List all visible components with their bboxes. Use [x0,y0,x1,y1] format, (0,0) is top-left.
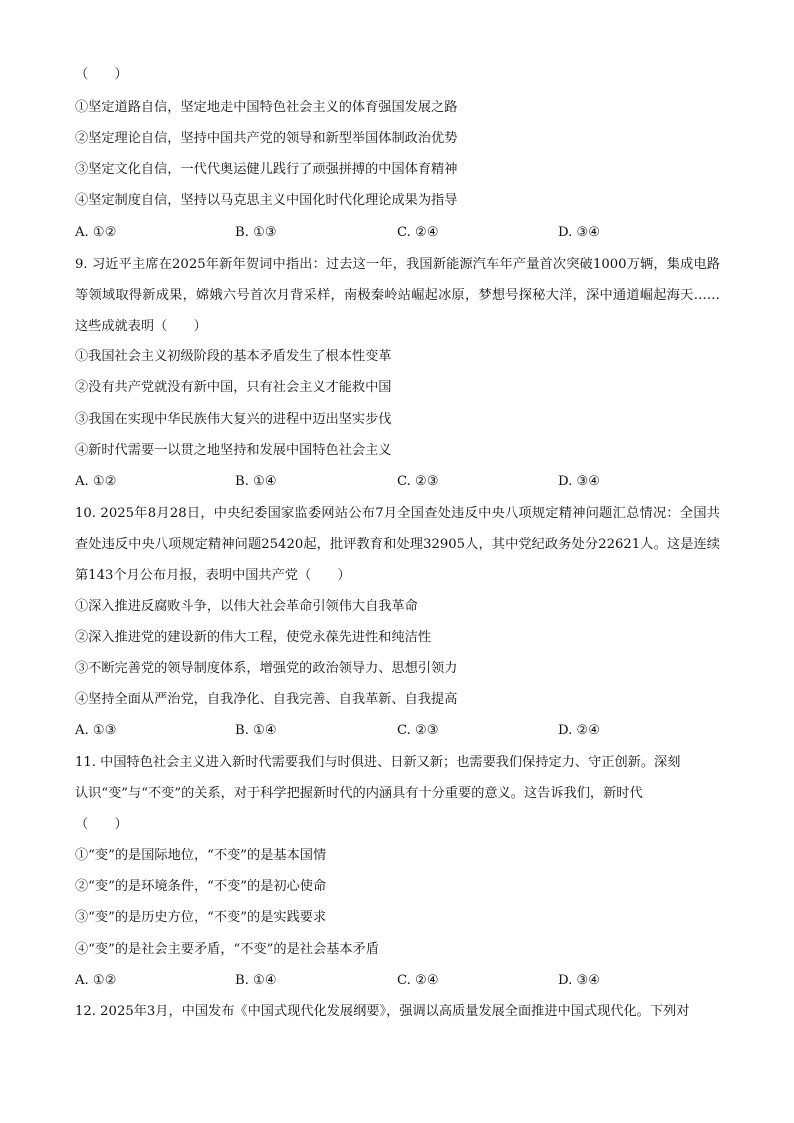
q9-statement-2: ②没有共产党就没有新中国，只有社会主义才能救中国 [75,380,392,395]
q11-statement-2: ②“变”的是环境条件，“不变”的是初心使命 [75,879,327,894]
q11-statement-3: ③“变”的是历史方位，“不变”的是实践要求 [75,910,327,925]
q11-statement-1: ①“变”的是国际地位，“不变”的是基本国情 [75,848,327,863]
q11-statement-4: ④“变”的是社会主要矛盾，“不变”的是社会基本矛盾 [75,942,379,957]
q8-statement-1: ①坚定道路自信，坚定地走中国特色社会主义的体育强国发展之路 [75,100,458,115]
q10-option-d[interactable]: D. ②④ [558,723,601,738]
q8-option-c[interactable]: C. ②④ [397,225,439,240]
q8-option-a[interactable]: A. ①② [75,225,117,240]
q11-bracket: （ ） [75,817,128,832]
q11-option-d[interactable]: D. ③④ [558,973,601,988]
q11-stem-line-2: 认识“变”与“不变”的关系，对于科学把握新时代的内涵具有十分重要的意义。这告诉我们，新时代 [75,786,643,801]
q9-option-b[interactable]: B. ①④ [235,474,277,489]
q8-option-d[interactable]: D. ③④ [558,225,601,240]
q11-option-c[interactable]: C. ②④ [397,973,439,988]
q9-statement-4: ④新时代需要一以贯之地坚持和发展中国特色社会主义 [75,443,392,458]
q10-option-c[interactable]: C. ②③ [397,723,439,738]
q10-option-a[interactable]: A. ①③ [75,723,117,738]
q12-stem: 12. 2025年3月，中国发布《中国式现代化发展纲要》，强调以高质量发展全面推进中国式现代化。下列对 [75,1004,690,1019]
q10-statement-1: ①深入推进反腐败斗争，以伟大社会革命引领伟大自我革命 [75,599,418,614]
q8-statement-4: ④坚定制度自信，坚持以马克思主义中国化时代化理论成果为指导 [75,193,458,208]
q11-option-a[interactable]: A. ①② [75,973,117,988]
q9-option-a[interactable]: A. ①② [75,474,117,489]
q9-statement-3: ③我国在实现中华民族伟大复兴的进程中迈出坚实步伐 [75,412,392,427]
q10-statement-2: ②深入推进党的建设新的伟大工程，使党永葆先进性和纯洁性 [75,630,432,645]
q10-statement-4: ④坚持全面从严治党，自我净化、自我完善、自我革新、自我提高 [75,692,458,707]
q11-option-b[interactable]: B. ①④ [235,973,277,988]
q10-stem: 10. 2025年8月28日，中央纪委国家监委网站公布7月全国查处违反中央八项规定精神问题汇总情况：全国共查处违反中央八项规定精神问题25420起，批评教育和处理32905人，其中党纪政务处分22621人。这是连续第143个月公布月报，表明中国共产党（ ） [75,506,720,583]
q9-option-d[interactable]: D. ③④ [558,474,601,489]
q10-statement-3: ③不断完善党的领导制度体系，增强党的政治领导力、思想引领力 [75,661,458,676]
q10-option-b[interactable]: B. ①④ [235,723,277,738]
q9-statement-1: ①我国社会主义初级阶段的基本矛盾发生了根本性变革 [75,349,392,364]
q8-statement-2: ②坚定理论自信，坚持中国共产党的领导和新型举国体制政治优势 [75,131,458,146]
q8-statement-3: ③坚定文化自信，一代代奥运健儿践行了顽强拼搏的中国体育精神 [75,162,458,177]
q9-stem: 9. 习近平主席在2025年新年贺词中指出：过去这一年，我国新能源汽车年产量首次突破1000万辆，集成电路等领域取得新成果，嫦娥六号首次月背采样，南极秦岭站崛起冰原，梦想号探秘大洋，深中通道崛起海天……这些成就表明（ ） [75,257,720,334]
q11-stem-line-1: 11. 中国特色社会主义进入新时代需要我们与时俱进、日新又新；也需要我们保持定力、守正创新。深刻 [75,755,681,770]
q8-bracket: （ ） [75,67,128,82]
q8-option-b[interactable]: B. ①③ [235,225,277,240]
q9-option-c[interactable]: C. ②③ [397,474,439,489]
